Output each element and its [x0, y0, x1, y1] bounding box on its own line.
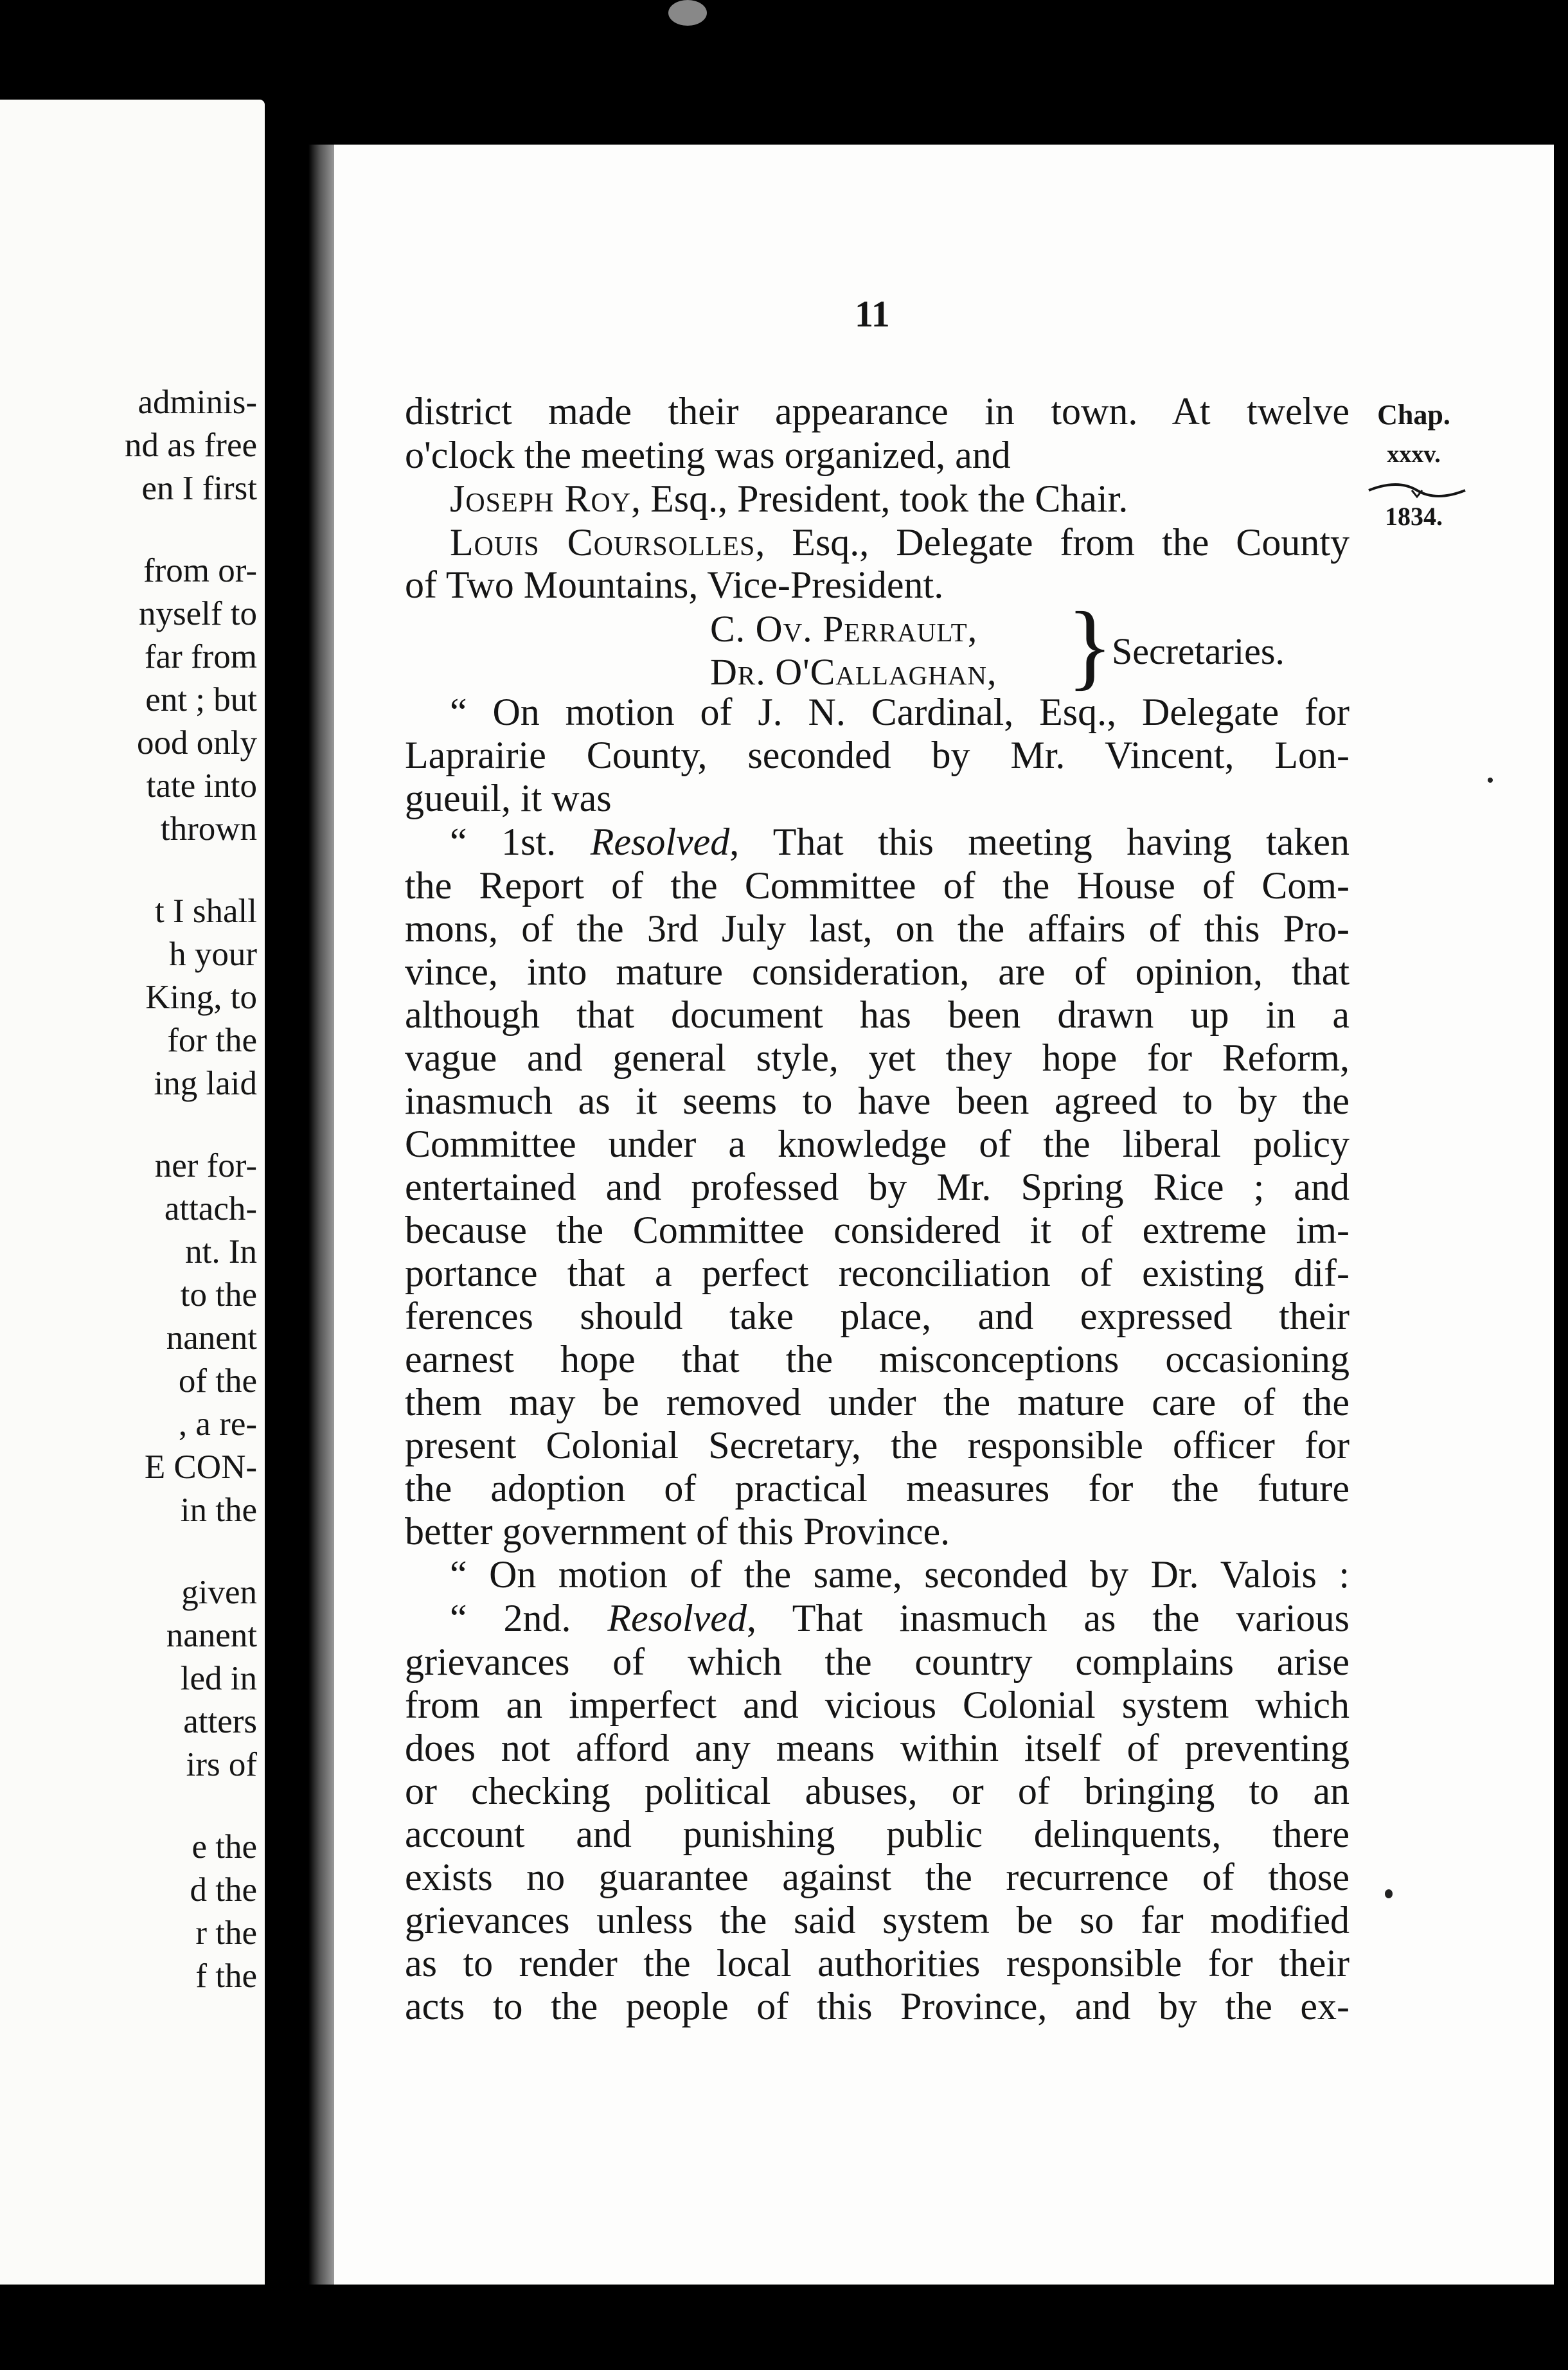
text-line: or checking political abuses, or of bringing to an [405, 1770, 1350, 1812]
vice-president-line [450, 523, 1350, 562]
resolution-2-number: “ 2nd. [450, 1597, 571, 1639]
text-line: earnest hope that the misconceptions occasioning [405, 1338, 1350, 1380]
resolution-1-heading [450, 823, 1350, 861]
text-line: gueuil, it was [405, 777, 612, 819]
text-line: the adoption of practical measures for the future [405, 1467, 1350, 1510]
left-page-line: e the [192, 1828, 257, 1866]
text-line: grievances of which the country complains arise [405, 1641, 1350, 1683]
page-number: 11 [855, 293, 890, 335]
brace-symbol: } [1067, 592, 1113, 699]
resolution-2-keyword: Resolved [607, 1597, 747, 1639]
margin-flourish [1366, 477, 1468, 503]
text-line: exists no guarantee against the recurrence of those [405, 1856, 1350, 1898]
resolution-1-rest: , That this meeting having taken [729, 821, 1350, 863]
secretary-2-name: O'Callaghan, [775, 651, 997, 693]
left-page-line: tate into [146, 767, 257, 805]
left-page-line: in the [180, 1492, 257, 1529]
text-line: vince, into mature consideration, are of opinion, that [405, 950, 1350, 993]
left-page-line: , a re- [178, 1405, 257, 1443]
left-page-line: nyself to [139, 595, 257, 632]
left-page-line: to the [180, 1276, 257, 1314]
left-page-line: t I shall [155, 893, 257, 930]
margin-note-year: 1834. [1385, 502, 1443, 531]
text-line: although that document has been drawn up in a [405, 993, 1350, 1036]
left-page-line: ent ; but [145, 681, 257, 718]
left-page-line: thrown [160, 810, 257, 848]
president-name: Joseph Roy [450, 477, 632, 520]
margin-note-chapter: Chap. [1377, 399, 1450, 431]
left-page-line: atters [183, 1703, 257, 1740]
left-page-line: f the [195, 1957, 257, 1995]
text-line: mons, of the 3rd July last, on the affairs of this Pro- [405, 907, 1350, 950]
secretaries-label: Secretaries. [1112, 630, 1285, 672]
vice-president-name: Louis Coursolles [450, 521, 756, 564]
president-line [450, 479, 1350, 518]
left-page-line: given [181, 1574, 257, 1611]
left-page-line: irs of [186, 1746, 257, 1783]
text-line: “ On motion of the same, seconded by Dr. Valois : [450, 1553, 1350, 1596]
text-line: portance that a perfect reconciliation of existing dif- [405, 1252, 1350, 1294]
text-line: district made their appearance in town. At twelve [405, 390, 1350, 432]
text-line: from an imperfect and vicious Colonial system which [405, 1684, 1350, 1726]
left-page-line: nanent [166, 1319, 257, 1357]
left-page-line: E CON- [144, 1448, 257, 1486]
margin-note-chapter-number: xxxv. [1387, 441, 1441, 468]
text-line: acts to the people of this Province, and by the ex- [405, 1985, 1350, 2027]
left-page-line: adminis- [138, 384, 257, 421]
left-page-line: ood only [137, 724, 257, 762]
text-line: vague and general style, yet they hope for Reform, [405, 1037, 1350, 1079]
text-line: “ On motion of J. N. Cardinal, Esq., Delegate for [450, 691, 1350, 733]
left-page-line: nd as free [125, 427, 257, 464]
left-page-line: King, to [145, 979, 257, 1016]
text-line: o'clock the meeting was organized, and [405, 434, 1011, 476]
scan-speck [1385, 1889, 1393, 1898]
text-line: inasmuch as it seems to have been agreed to by the [405, 1080, 1350, 1122]
left-page-line: for the [167, 1022, 257, 1059]
scan-speck [1488, 778, 1493, 783]
resolution-1-number: “ 1st. [450, 821, 557, 863]
text-line: as to render the local authorities responsible for their [405, 1942, 1350, 1984]
left-page-line: d the [190, 1871, 257, 1909]
gutter-shadow [308, 145, 334, 2285]
president-title: , Esq., President, took the Chair. [631, 477, 1128, 520]
left-page-line: from or- [143, 552, 257, 589]
text-line: Committee under a knowledge of the liberal policy [405, 1123, 1350, 1165]
scan-blot [668, 0, 707, 26]
left-page-line: nt. In [185, 1233, 257, 1270]
text-line: ferences should take place, and expressed their [405, 1295, 1350, 1337]
text-line: does not afford any means within itself of preventing [405, 1727, 1350, 1769]
secretary-2-prefix: Dr. [710, 651, 766, 693]
text-line: of Two Mountains, Vice-President. [405, 564, 944, 606]
text-line: them may be removed under the mature care of the [405, 1381, 1350, 1423]
secretary-1: C. Ov. Perrault, [710, 608, 978, 650]
resolution-2-rest: , That inasmuch as the various [746, 1597, 1350, 1639]
text-line: entertained and professed by Mr. Spring Rice ; and [405, 1166, 1350, 1208]
resolution-2-heading [450, 1599, 1350, 1637]
text-line: grievances unless the said system be so far modified [405, 1899, 1350, 1941]
secretary-2 [710, 650, 997, 693]
text-line: better government of this Province. [405, 1510, 950, 1553]
resolution-1-keyword: Resolved [590, 821, 730, 863]
left-page-line: r the [195, 1914, 257, 1952]
left-page-line: h your [169, 936, 257, 973]
left-page-line: en I first [141, 470, 257, 507]
text-line: account and punishing public delinquents, there [405, 1813, 1350, 1855]
left-page-line: led in [180, 1660, 257, 1697]
left-page-line: of the [178, 1362, 257, 1400]
left-page-line: ner for- [154, 1147, 257, 1184]
text-line: because the Committee considered it of extreme im- [405, 1209, 1350, 1251]
text-line: the Report of the Committee of the House of Com- [405, 864, 1350, 907]
text-line: Laprairie County, seconded by Mr. Vincent, Lon- [405, 734, 1350, 776]
left-page-line: far from [144, 638, 257, 675]
left-page-line: attach- [164, 1190, 257, 1227]
left-page-line: nanent [166, 1617, 257, 1654]
vice-president-title: , Esq., Delegate from the County [755, 521, 1350, 564]
left-page-line: ing laid [154, 1065, 257, 1102]
text-line: present Colonial Secretary, the responsible officer for [405, 1424, 1350, 1466]
